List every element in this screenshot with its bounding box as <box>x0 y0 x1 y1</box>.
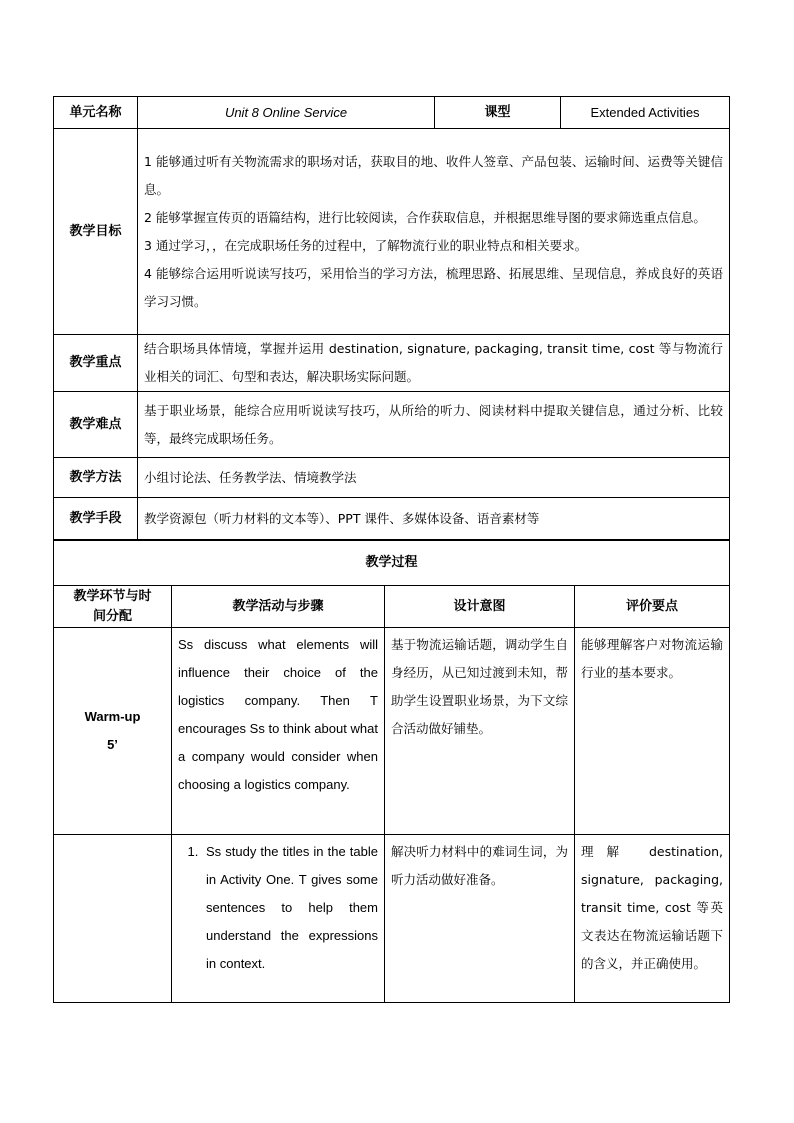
header-evaluation: 评价要点 <box>575 586 730 628</box>
objectives-cell <box>138 129 730 335</box>
objective-item: 3 通过学习，，在完成职场任务的过程中，了解物流行业的职业特点和相关要求。 <box>144 237 588 253</box>
activity-steps-cell <box>172 835 385 1003</box>
means-text: 教学资源包（听力材料的文本等）、PPT 课件、多媒体设备、语音素材等 <box>138 498 730 541</box>
intent-text: 解决听力材料中的难词生词，为听力活动做好准备。 <box>385 835 575 1003</box>
objective-item: 4 能够综合运用听说读写技巧，采用恰当的学习方法，梳理思路、拓展思维、呈现信息，养成良好的英语学习习惯。 <box>144 265 723 309</box>
teaching-process-table <box>53 539 730 1003</box>
objective-item: 1 能够通过听有关物流需求的职场对话，获取目的地、收件人签章、产品包装、运输时间、运费等关键信息。 <box>144 153 723 197</box>
header-stage: 教学环节与时间分配 <box>54 586 172 628</box>
course-info-table <box>53 96 730 541</box>
difficulties-label: 教学难点 <box>54 392 138 458</box>
course-type-value: Extended Activities <box>561 97 730 129</box>
activity-text: Ss discuss what elements will influence their choice of the logistics company. Then T encourages Ss to think about what a company would consider when choosing a logistics company. <box>172 628 385 835</box>
course-type-label: 课型 <box>435 97 561 129</box>
key-points-text: 结合职场具体情境，掌握并运用 destination, signature, packaging, transit time, cost 等与物流行业相关的词汇、句型和表达，解决职场实际问题。 <box>138 335 730 392</box>
unit-name-label: 单元名称 <box>54 97 138 129</box>
activity-step: 1. Ss study the titles in the table in Activity One. T gives some sentences to help them understand the expressions in context. <box>202 838 378 978</box>
evaluation-text: 理解 destination, signature, packaging, transit time, cost 等英文表达在物流运输话题下的含义，并正确使用。 <box>575 835 730 1003</box>
key-points-label: 教学重点 <box>54 335 138 392</box>
unit-name-value: Unit 8 Online Service <box>138 97 435 129</box>
objectives-label: 教学目标 <box>54 129 138 335</box>
objective-item: 2 能够掌握宣传页的语篇结构，进行比较阅读，合作获取信息，并根据思维导图的要求筛选重点信息。 <box>144 209 706 225</box>
stage-cell-empty <box>54 835 172 1003</box>
means-label: 教学手段 <box>54 498 138 541</box>
header-intent: 设计意图 <box>385 586 575 628</box>
difficulties-text: 基于职业场景，能综合应用听说读写技巧，从所给的听力、阅读材料中提取关键信息，通过分析、比较等，最终完成职场任务。 <box>138 392 730 458</box>
header-activity: 教学活动与步骤 <box>172 586 385 628</box>
methods-text: 小组讨论法、任务教学法、情境教学法 <box>138 458 730 498</box>
evaluation-text: 能够理解客户对物流运输行业的基本要求。 <box>575 628 730 835</box>
intent-text: 基于物流运输话题，调动学生自身经历，从已知过渡到未知，帮助学生设置职业场景，为下文综合活动做好铺垫。 <box>385 628 575 835</box>
methods-label: 教学方法 <box>54 458 138 498</box>
stage-time: 5’ <box>107 737 118 752</box>
stage-name: Warm-up <box>84 709 141 724</box>
stage-cell <box>54 628 172 835</box>
process-title: 教学过程 <box>54 540 730 586</box>
